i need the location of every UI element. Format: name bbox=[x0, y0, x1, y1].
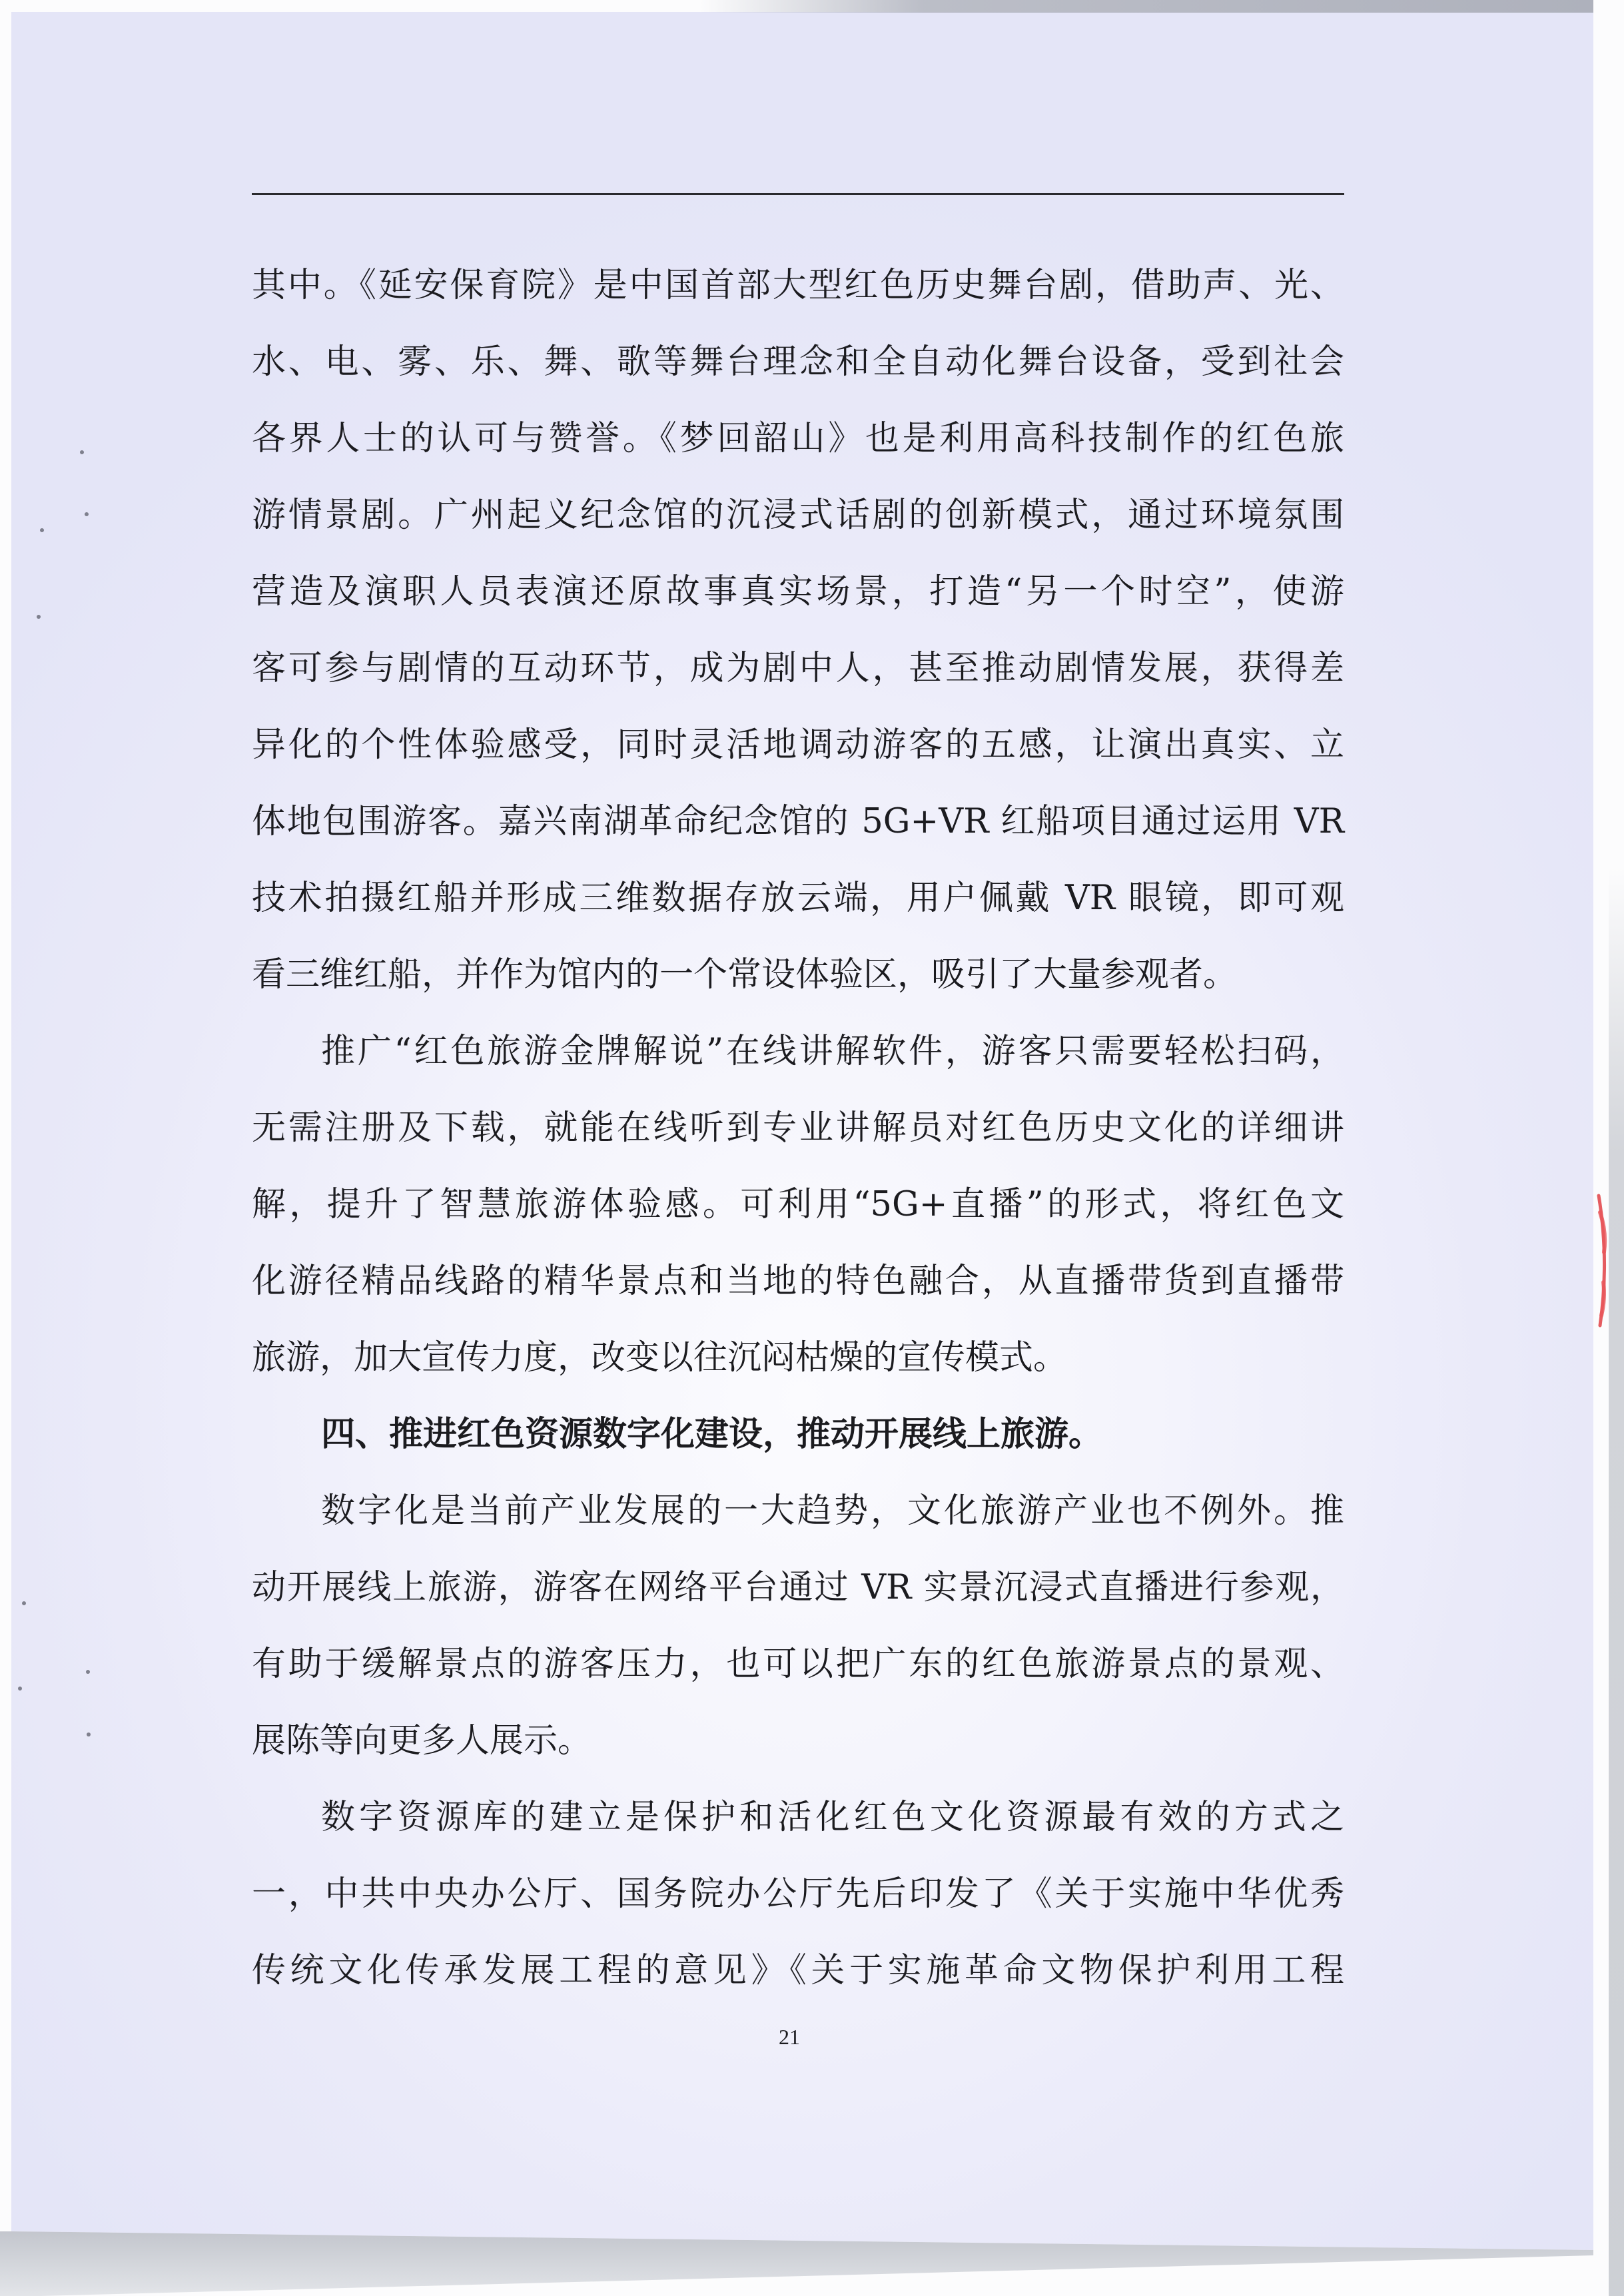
paragraph-2 bbox=[252, 1013, 1344, 1396]
text-line: 无需注册及下载，就能在线听到专业讲解员对红色历史文化的详细讲 bbox=[252, 1108, 1344, 1148]
paragraph-4 bbox=[252, 1779, 1344, 2009]
text-line: 推广“红色旅游金牌解说”在线讲解软件，游客只需要轻松扫码， bbox=[321, 1032, 1344, 1071]
section-heading: 四、推进红色资源数字化建设，推动开展线上旅游。 bbox=[321, 1414, 1103, 1454]
scanner-top-shadow bbox=[699, 0, 1593, 13]
dust-speck bbox=[18, 1687, 22, 1691]
text-line: 数字化是当前产业发展的一大趋势，文化旅游产业也不例外。推 bbox=[321, 1491, 1344, 1531]
text-line: 解，提升了智慧旅游体验感。可利用“5G+直播”的形式，将红色文 bbox=[252, 1185, 1344, 1224]
text-line: 技术拍摄红船并形成三维数据存放云端，用户佩戴 VR 眼镜，即可观 bbox=[252, 879, 1344, 918]
text-line: 化游径精品线路的精华景点和当地的特色融合，从直播带货到直播带 bbox=[252, 1262, 1344, 1301]
text-line: 营造及演职人员表演还原故事真实场景，打造“另一个时空”，使游 bbox=[252, 572, 1344, 611]
header-rule bbox=[252, 193, 1344, 195]
text-line: 数字资源库的建立是保护和活化红色文化资源最有效的方式之 bbox=[321, 1798, 1344, 1837]
text-line: 传统文化传承发展工程的意见》《关于实施革命文物保护利用工程 bbox=[252, 1951, 1344, 1990]
text-line: 游情景剧。广州起义纪念馆的沉浸式话剧的创新模式，通过环境氛围 bbox=[252, 496, 1344, 535]
dust-speck bbox=[86, 1670, 90, 1674]
document-body bbox=[252, 247, 1344, 2009]
scanner-right-edge bbox=[1609, 866, 1624, 2296]
text-line: 其中。《延安保育院》是中国首部大型红色历史舞台剧，借助声、光、 bbox=[252, 266, 1344, 305]
dust-speck bbox=[80, 450, 84, 454]
dust-speck bbox=[87, 1732, 91, 1736]
text-line: 异化的个性体验感受，同时灵活地调动游客的五感，让演出真实、立 bbox=[252, 725, 1344, 765]
page-number: 21 bbox=[779, 2025, 800, 2049]
text-line: 客可参与剧情的互动环节，成为剧中人，甚至推动剧情发展，获得差 bbox=[252, 649, 1344, 688]
dust-speck bbox=[40, 528, 44, 532]
dust-speck bbox=[37, 615, 41, 619]
paragraph-1 bbox=[252, 247, 1344, 1013]
text-line: 看三维红船，并作为馆内的一个常设体验区，吸引了大量参观者。 bbox=[252, 955, 1238, 994]
dust-speck bbox=[22, 1601, 26, 1605]
text-line: 体地包围游客。嘉兴南湖革命纪念馆的 5G+VR 红船项目通过运用 VR bbox=[252, 802, 1344, 841]
text-line: 一，中共中央办公厅、国务院办公厅先后印发了《关于实施中华优秀 bbox=[252, 1874, 1344, 1914]
text-line: 各界人士的认可与赞誉。《梦回韶山》也是利用高科技制作的红色旅 bbox=[252, 419, 1344, 458]
text-line: 旅游，加大宣传力度，改变以往沉闷枯燥的宣传模式。 bbox=[252, 1338, 1068, 1377]
text-line: 动开展线上旅游，游客在网络平台通过 VR 实景沉浸式直播进行参观， bbox=[252, 1568, 1344, 1607]
dust-speck bbox=[85, 512, 89, 516]
text-line: 有助于缓解景点的游客压力，也可以把广东的红色旅游景点的景观、 bbox=[252, 1645, 1344, 1684]
text-line: 展陈等向更多人展示。 bbox=[252, 1721, 592, 1760]
paragraph-3 bbox=[252, 1473, 1344, 1779]
text-line: 水、电、雾、乐、舞、歌等舞台理念和全自动化舞台设备，受到社会 bbox=[252, 342, 1344, 382]
